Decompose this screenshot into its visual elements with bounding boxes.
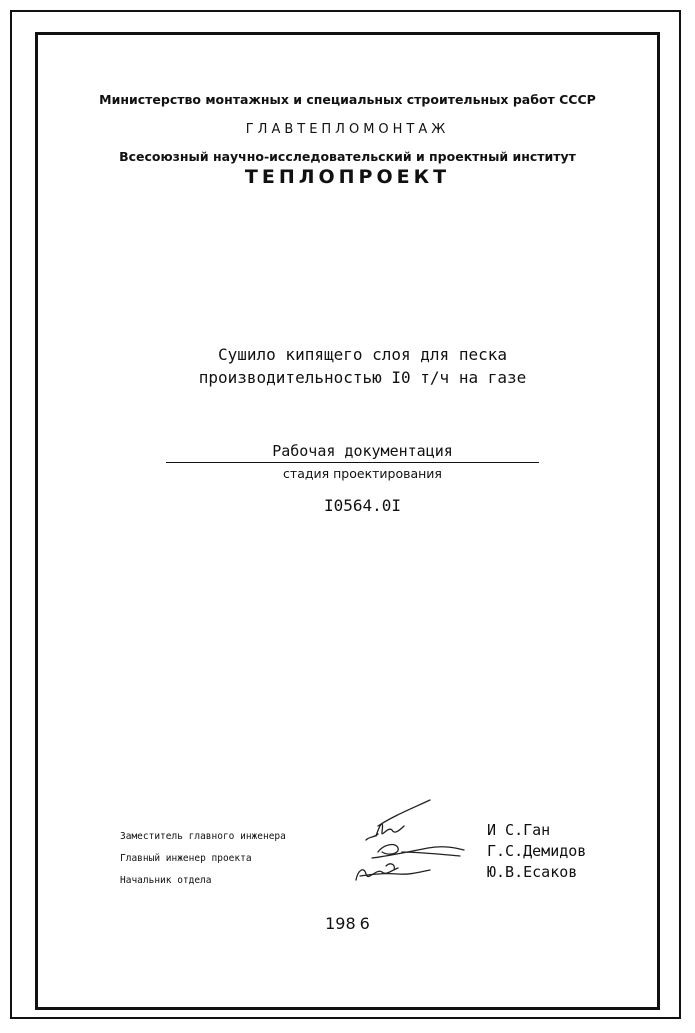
signature-stroke: [378, 800, 430, 826]
institute-name: ТЕПЛОПРОЕКТ: [244, 166, 451, 188]
document-title-line-2: производительностью I0 т/ч на газе: [198, 368, 527, 387]
signature-stroke: [360, 870, 430, 876]
signatory-role-deputy-chief-engineer: Заместитель главного инженера: [120, 831, 286, 842]
signature-stroke: [378, 845, 398, 855]
signatory-roles: [120, 826, 286, 892]
signatory-role-department-head: Начальник отдела: [120, 875, 212, 886]
signature-stroke: [386, 864, 394, 870]
document-number: I0564.0I: [323, 496, 402, 515]
documentation-label: Рабочая документация: [272, 442, 453, 460]
signature-stroke: [402, 852, 460, 856]
signatory-role-chief-project-engineer: Главный инженер проекта: [120, 853, 252, 864]
documentation-divider: [166, 462, 539, 463]
signatory-name-demidov: Г.С.Демидов: [487, 842, 587, 860]
signature-stroke: [366, 834, 378, 840]
institute-description: Всесоюзный научно-исследовательский и проектный институт: [119, 149, 576, 164]
signature-stroke: [376, 824, 404, 836]
signatory-name-gan: И С.Ган: [487, 821, 551, 839]
year: [35, 914, 660, 933]
ministry-name: Министерство монтажных и специальных строительных работ СССР: [99, 92, 596, 107]
signatory-names: [487, 820, 586, 883]
year-main: 198: [325, 914, 356, 933]
handwritten-signatures: [348, 796, 468, 888]
document-title-line-1: Сушило кипящего слоя для песка: [218, 345, 507, 364]
year-suffix: 6: [359, 914, 370, 933]
glavk-name: ГЛАВТЕПЛОМОНТАЖ: [245, 122, 450, 137]
signatory-name-esakov: Ю.В.Есаков: [487, 863, 578, 881]
design-stage: стадия проектирования: [283, 466, 442, 481]
